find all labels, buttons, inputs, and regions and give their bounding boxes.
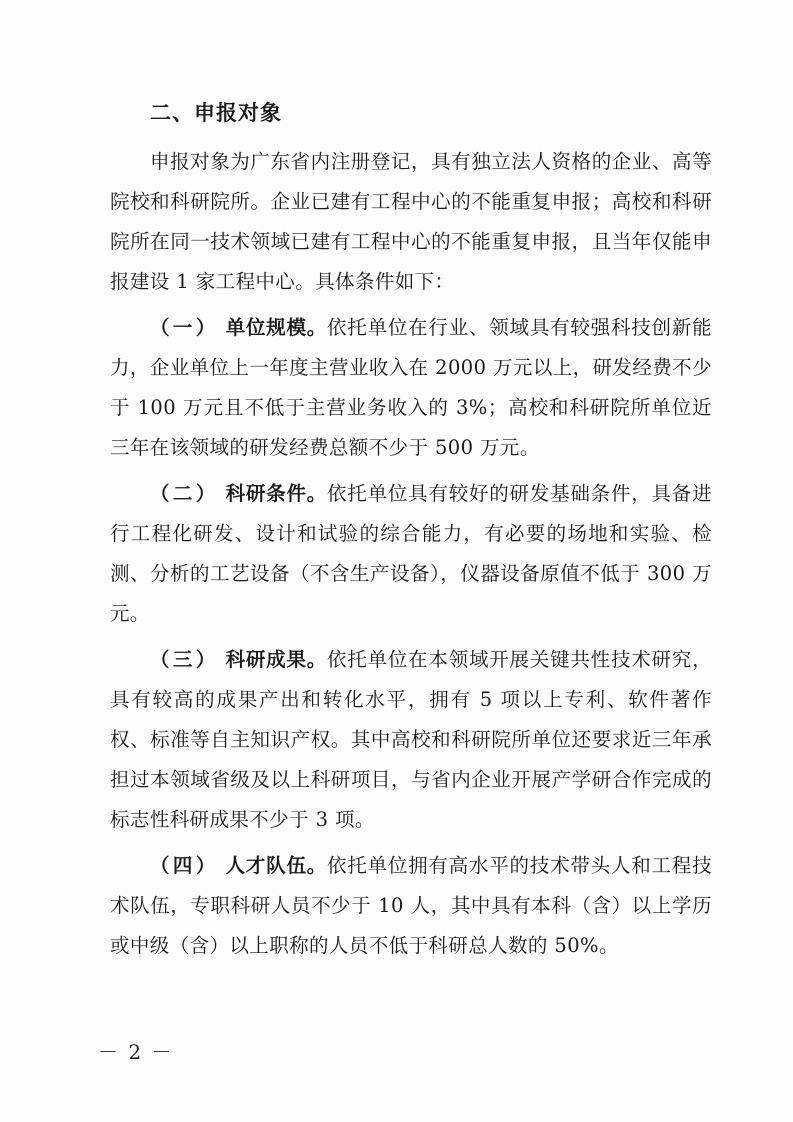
page-number: － 2 － bbox=[98, 1040, 174, 1064]
condition-number: （三） bbox=[150, 648, 219, 671]
condition-title: 科研成果。 bbox=[225, 648, 328, 671]
condition-title: 科研条件。 bbox=[225, 482, 328, 505]
intro-paragraph: 申报对象为广东省内注册登记，具有独立法人资格的企业、高等院校和科研院所。企业已建有工程中心的不能重复申报；高校和科研院所在同一技术领域已建有工程中心的不能重复申报，且当年仅能申报建设 1 家工程中心。具体条件如下： bbox=[110, 150, 712, 293]
condition-text: 依托单位在本领域开展关键共性技术研究，具有较高的成果产出和转化水平，拥有 5 项以上专利、软件著作权、标准等自主知识产权。其中高校和科研院所单位还要求近三年承担过本领域省级及以上科研项目，与省内企业开展产学研合作完成的标志性科研成果不少于 3 项。 bbox=[110, 648, 712, 831]
condition-paragraph-1 bbox=[110, 308, 712, 468]
condition-text: 依托单位拥有高水平的技术带头人和工程技术队伍，专职科研人员不少于 10 人，其中具有本科（含）以上学历或中级（含）以上职称的人员不低于科研总人数的 50%。 bbox=[110, 854, 712, 957]
condition-text: 依托单位具有较好的研发基础条件，具备进行工程化研发、设计和试验的综合能力，有必要的场地和实验、检测、分析的工艺设备（不含生产设备），仪器设备原值不低于 300 万元。 bbox=[110, 482, 712, 625]
condition-title: 人才队伍。 bbox=[225, 854, 328, 877]
condition-number: （二） bbox=[150, 482, 219, 505]
condition-paragraph-4 bbox=[110, 846, 712, 966]
condition-text: 依托单位在行业、领域具有较强科技创新能力，企业单位上一年度主营业收入在 2000 万元以上，研发经费不少于 100 万元且不低于主营业务收入的 3%；高校和科研院所单位近三年在该领域的研发经费总额不少于 500 万元。 bbox=[110, 316, 712, 459]
condition-number: （一） bbox=[150, 316, 219, 339]
condition-paragraph-3 bbox=[110, 640, 712, 840]
condition-paragraph-2 bbox=[110, 474, 712, 634]
section-heading: 二、申报对象 bbox=[150, 101, 282, 125]
document-body bbox=[110, 98, 712, 972]
condition-number: （四） bbox=[150, 854, 219, 877]
condition-title: 单位规模。 bbox=[225, 316, 328, 339]
